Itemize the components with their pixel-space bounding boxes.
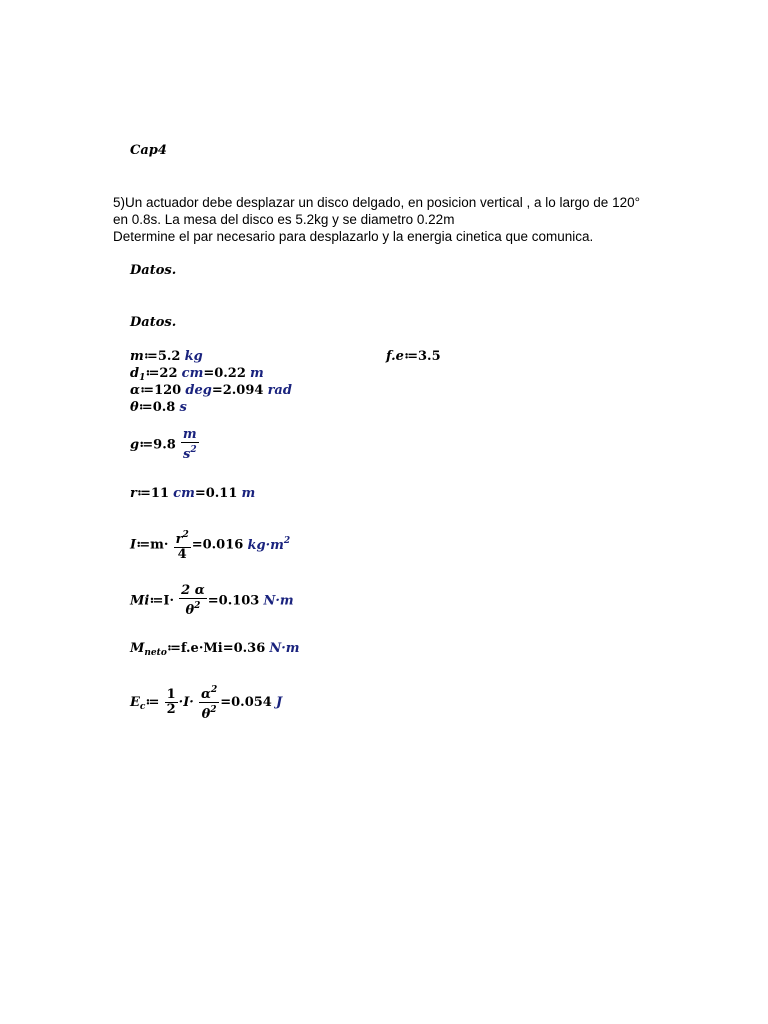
eq-angle: α≔120 deg=2.094 rad: [130, 383, 292, 398]
energy-fraction-ratio: $\frac{\alpha^2}{\theta^2}$: [200, 685, 218, 722]
chapter-label: Cap4: [130, 143, 167, 158]
eq-net-moment: $M_{neto}≔f.e\cdot Mi=0.36$ N·m: [130, 641, 300, 658]
problem-statement: [113, 194, 640, 245]
moment-fraction: $\frac{2 \alpha}{\theta^2}$: [181, 583, 205, 618]
eq-kinetic-energy: $E_c≔$ $\frac{1}{2}$ ·I· $\frac{\alpha^2}{\theta^2}$ =0.054 J: [130, 685, 283, 722]
eq-radius: r≔11 cm=0.11 m: [130, 486, 256, 501]
eq-safety-factor: f.e≔3.5: [386, 349, 441, 364]
gravity-unit-fraction: $\frac{m}{s^2}$: [182, 427, 197, 462]
eq-time: θ≔0.8 s: [130, 400, 187, 415]
inertia-fraction: $\frac{r^2}{4}$: [175, 530, 189, 562]
problem-line-1: 5)Un actuador debe desplazar un disco delgado, en posicion vertical , a lo largo de 120°: [113, 195, 640, 210]
energy-fraction-half: $\frac{1}{2}$: [166, 687, 176, 717]
problem-line-3: Determine el par necesario para desplazarlo y la energia cinetica que comunica.: [113, 229, 594, 244]
eq-gravity: g≔9.8 $\frac{m}{s^2}$: [130, 427, 197, 462]
eq-mass: m≔5.2 kg: [130, 349, 203, 364]
datos-heading-2: Datos.: [130, 315, 177, 330]
eq-moment: Mi≔I· $\frac{2 \alpha}{\theta^2}$ =0.103 N·m: [130, 583, 294, 618]
problem-line-2: en 0.8s. La mesa del disco es 5.2kg y se diametro 0.22m: [113, 212, 455, 227]
eq-inertia: I≔m· $\frac{r^2}{4}$ =0.016 $kg\cdot m^2$: [130, 530, 291, 562]
eq-diameter: $d_1≔22$ cm=0.22 m: [130, 366, 264, 383]
datos-heading-1: Datos.: [130, 263, 177, 278]
